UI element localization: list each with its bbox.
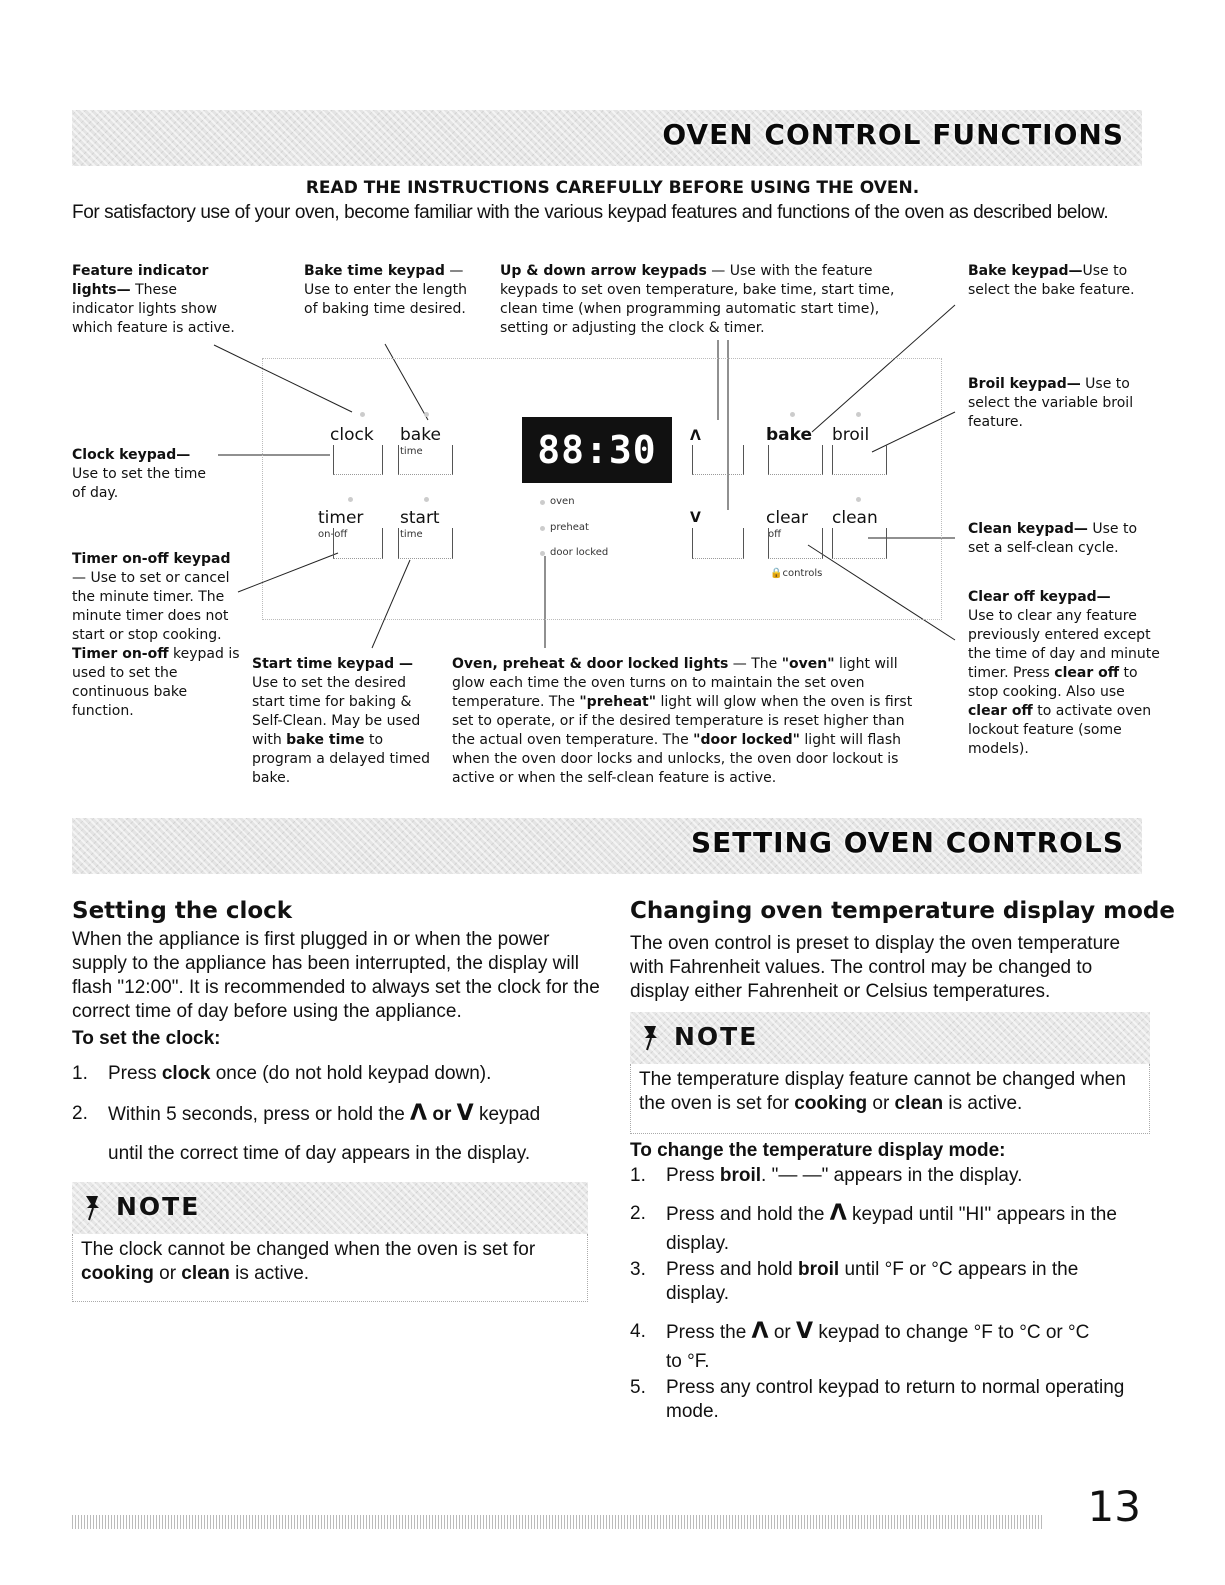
lock-icon: 🔒 [770, 568, 783, 579]
indicator-light [348, 497, 353, 502]
temp-step-2: 2. Press and hold the Λ keypad until "HI" appears in the display. [630, 1201, 1117, 1254]
temp-step-4: 4. Press the Λ or V keypad to change °F to °C or °C to °F. [630, 1319, 1090, 1372]
timer-on-off-keypad[interactable] [333, 528, 383, 559]
callout-broil-keypad: Broil keypad— Use to select the variable broil feature. [968, 376, 1134, 430]
pushpin-icon [80, 1192, 106, 1222]
banner-title: SETTING OVEN CONTROLS [690, 826, 1124, 859]
indicator-light [424, 497, 429, 502]
preheat-light-label: preheat [550, 522, 589, 533]
banner-title: OVEN CONTROL FUNCTIONS [662, 118, 1124, 151]
door-locked-light-label: door locked [550, 547, 609, 558]
up-arrow-keypad[interactable] [692, 445, 744, 475]
down-arrow-icon: V [456, 1101, 474, 1126]
callout-clock-keypad: Clock keypad— Use to set the time of day. [72, 447, 207, 501]
read-instructions-heading: READ THE INSTRUCTIONS CAREFULLY BEFORE USING THE OVEN. [305, 178, 920, 198]
clear-off-keypad[interactable] [768, 528, 823, 559]
down-arrow-key-label: V [690, 510, 701, 526]
indicator-light [360, 412, 365, 417]
preheat-light-dot [540, 526, 545, 531]
footer-strip [72, 1515, 1042, 1529]
temp-step-1: 1. Press broil. "— —" appears in the display. [630, 1165, 1023, 1186]
oven-light-dot [540, 500, 545, 505]
oven-display: 88:30 [522, 417, 672, 483]
clock-key-label: clock [330, 425, 374, 445]
pushpin-icon [638, 1022, 664, 1052]
control-panel [262, 358, 942, 620]
clock-note-header: NOTE [72, 1182, 588, 1234]
clock-section-intro: When the appliance is first plugged in or when the power supply to the appliance has been interrupted, the display will flash "12:00". It is recommended to always set the clock for the correct time of day before using the appliance. [72, 929, 600, 1022]
clock-step-2: 2. Within 5 seconds, press or hold the Λ or V keypad until the correct time of day appears in the display. [72, 1101, 541, 1164]
clear-key-sublabel: off [768, 529, 782, 540]
start-time-key-sublabel: time [400, 529, 423, 540]
clear-key-label: clear [766, 508, 808, 528]
callout-lights: Oven, preheat & door locked lights — The "oven" light will glow each time the oven turns on to maintain the set oven temperature. The "preheat" light will glow when the oven is first set to operate, or if the desired temperature is reset higher than the actual oven temperature. The "door locked" light will flash when the oven door locks and unlocks, the oven door lockout is active or when the self-clean feature is active. [452, 656, 913, 786]
clock-step-1: 1. Press clock once (do not hold keypad down). [72, 1063, 492, 1084]
indicator-light [790, 412, 795, 417]
indicator-light [856, 497, 861, 502]
clock-keypad[interactable] [333, 445, 383, 475]
clock-section-title: Setting the clock [72, 898, 293, 924]
page-number: 13 [1087, 1482, 1141, 1531]
bake-key-label: bake [766, 425, 813, 445]
callout-start-time: Start time keypad — Use to set the desired start time for baking & Self-Clean. May be used with bake time to program a delayed timed bake. [252, 656, 430, 786]
callout-arrow-keypads: Up & down arrow keypads — Use with the feature keypads to set oven temperature, bake time, start time, clean time (when programming automatic start time), setting or adjusting the clock & timer. [500, 263, 895, 336]
bake-time-key-label: bake [400, 425, 441, 445]
oven-light-label: oven [550, 496, 575, 507]
temp-note-body: The temperature display feature cannot be changed when the oven is set for cooking or clean is active. [630, 1064, 1150, 1134]
clean-key-label: clean [832, 508, 878, 528]
bake-time-keypad[interactable] [398, 445, 453, 475]
start-time-keypad[interactable] [398, 528, 453, 559]
callout-clear-keypad: Clear off keypad— Use to clear any feature previously entered except the time of day and minute timer. Press clear off to stop cooking. Also use clear off to activate oven lockout feature (some models). [968, 589, 1160, 757]
up-arrow-icon: Λ [751, 1319, 769, 1344]
bake-time-key-sublabel: time [400, 446, 423, 457]
door-locked-light-dot [540, 551, 545, 556]
callout-clean-keypad: Clean keypad— Use to set a self-clean cycle. [968, 521, 1138, 556]
controls-lock-label: 🔒controls [770, 568, 823, 579]
up-arrow-icon: Λ [829, 1201, 847, 1226]
up-arrow-key-label: Λ [690, 428, 701, 444]
down-arrow-keypad[interactable] [692, 528, 744, 559]
temp-section-title: Changing oven temperature display mode [630, 898, 1175, 924]
callout-timer-keypad: Timer on-off keypad — Use to set or cancel the minute timer. The minute timer does not start or stop cooking. Timer on-off keypad is used to set the continuous bake function. [72, 551, 240, 719]
clock-note-body: The clock cannot be changed when the oven is set for cooking or clean is active. [72, 1234, 588, 1302]
start-time-key-label: start [400, 508, 440, 528]
bake-keypad[interactable] [768, 445, 823, 475]
temp-section-intro: The oven control is preset to display the oven temperature with Fahrenheit values. The control may be changed to display either Fahrenheit or Celsius temperatures. [630, 933, 1121, 1002]
section-banner-setting-oven-controls [72, 818, 1142, 874]
temp-subheading: To change the temperature display mode: [630, 1140, 1006, 1161]
temp-step-5: 5. Press any control keypad to return to normal operating mode. [630, 1377, 1125, 1422]
callout-bake-time: Bake time keypad — Use to enter the length of baking time desired. [304, 263, 467, 317]
timer-key-sublabel: on-off [318, 529, 348, 540]
temp-note-header: NOTE [630, 1012, 1150, 1064]
timer-key-label: timer [318, 508, 364, 528]
down-arrow-icon: V [796, 1319, 814, 1344]
callout-feature-indicator: Feature indicator lights— These indicator lights show which feature is active. [72, 263, 235, 336]
clock-subheading: To set the clock: [72, 1028, 221, 1049]
callout-bake-keypad: Bake keypad—Use to select the bake feature. [968, 263, 1135, 298]
up-arrow-icon: Λ [410, 1101, 428, 1126]
indicator-light [856, 412, 861, 417]
indicator-light [424, 412, 429, 417]
temp-step-3: 3. Press and hold broil until °F or °C appears in the display. [630, 1259, 1079, 1304]
intro-subtext: For satisfactory use of your oven, become familiar with the various keypad features and functions of the oven as described below. [72, 202, 1109, 223]
broil-key-label: broil [832, 425, 870, 445]
broil-keypad[interactable] [832, 445, 887, 475]
clean-keypad[interactable] [832, 528, 887, 559]
